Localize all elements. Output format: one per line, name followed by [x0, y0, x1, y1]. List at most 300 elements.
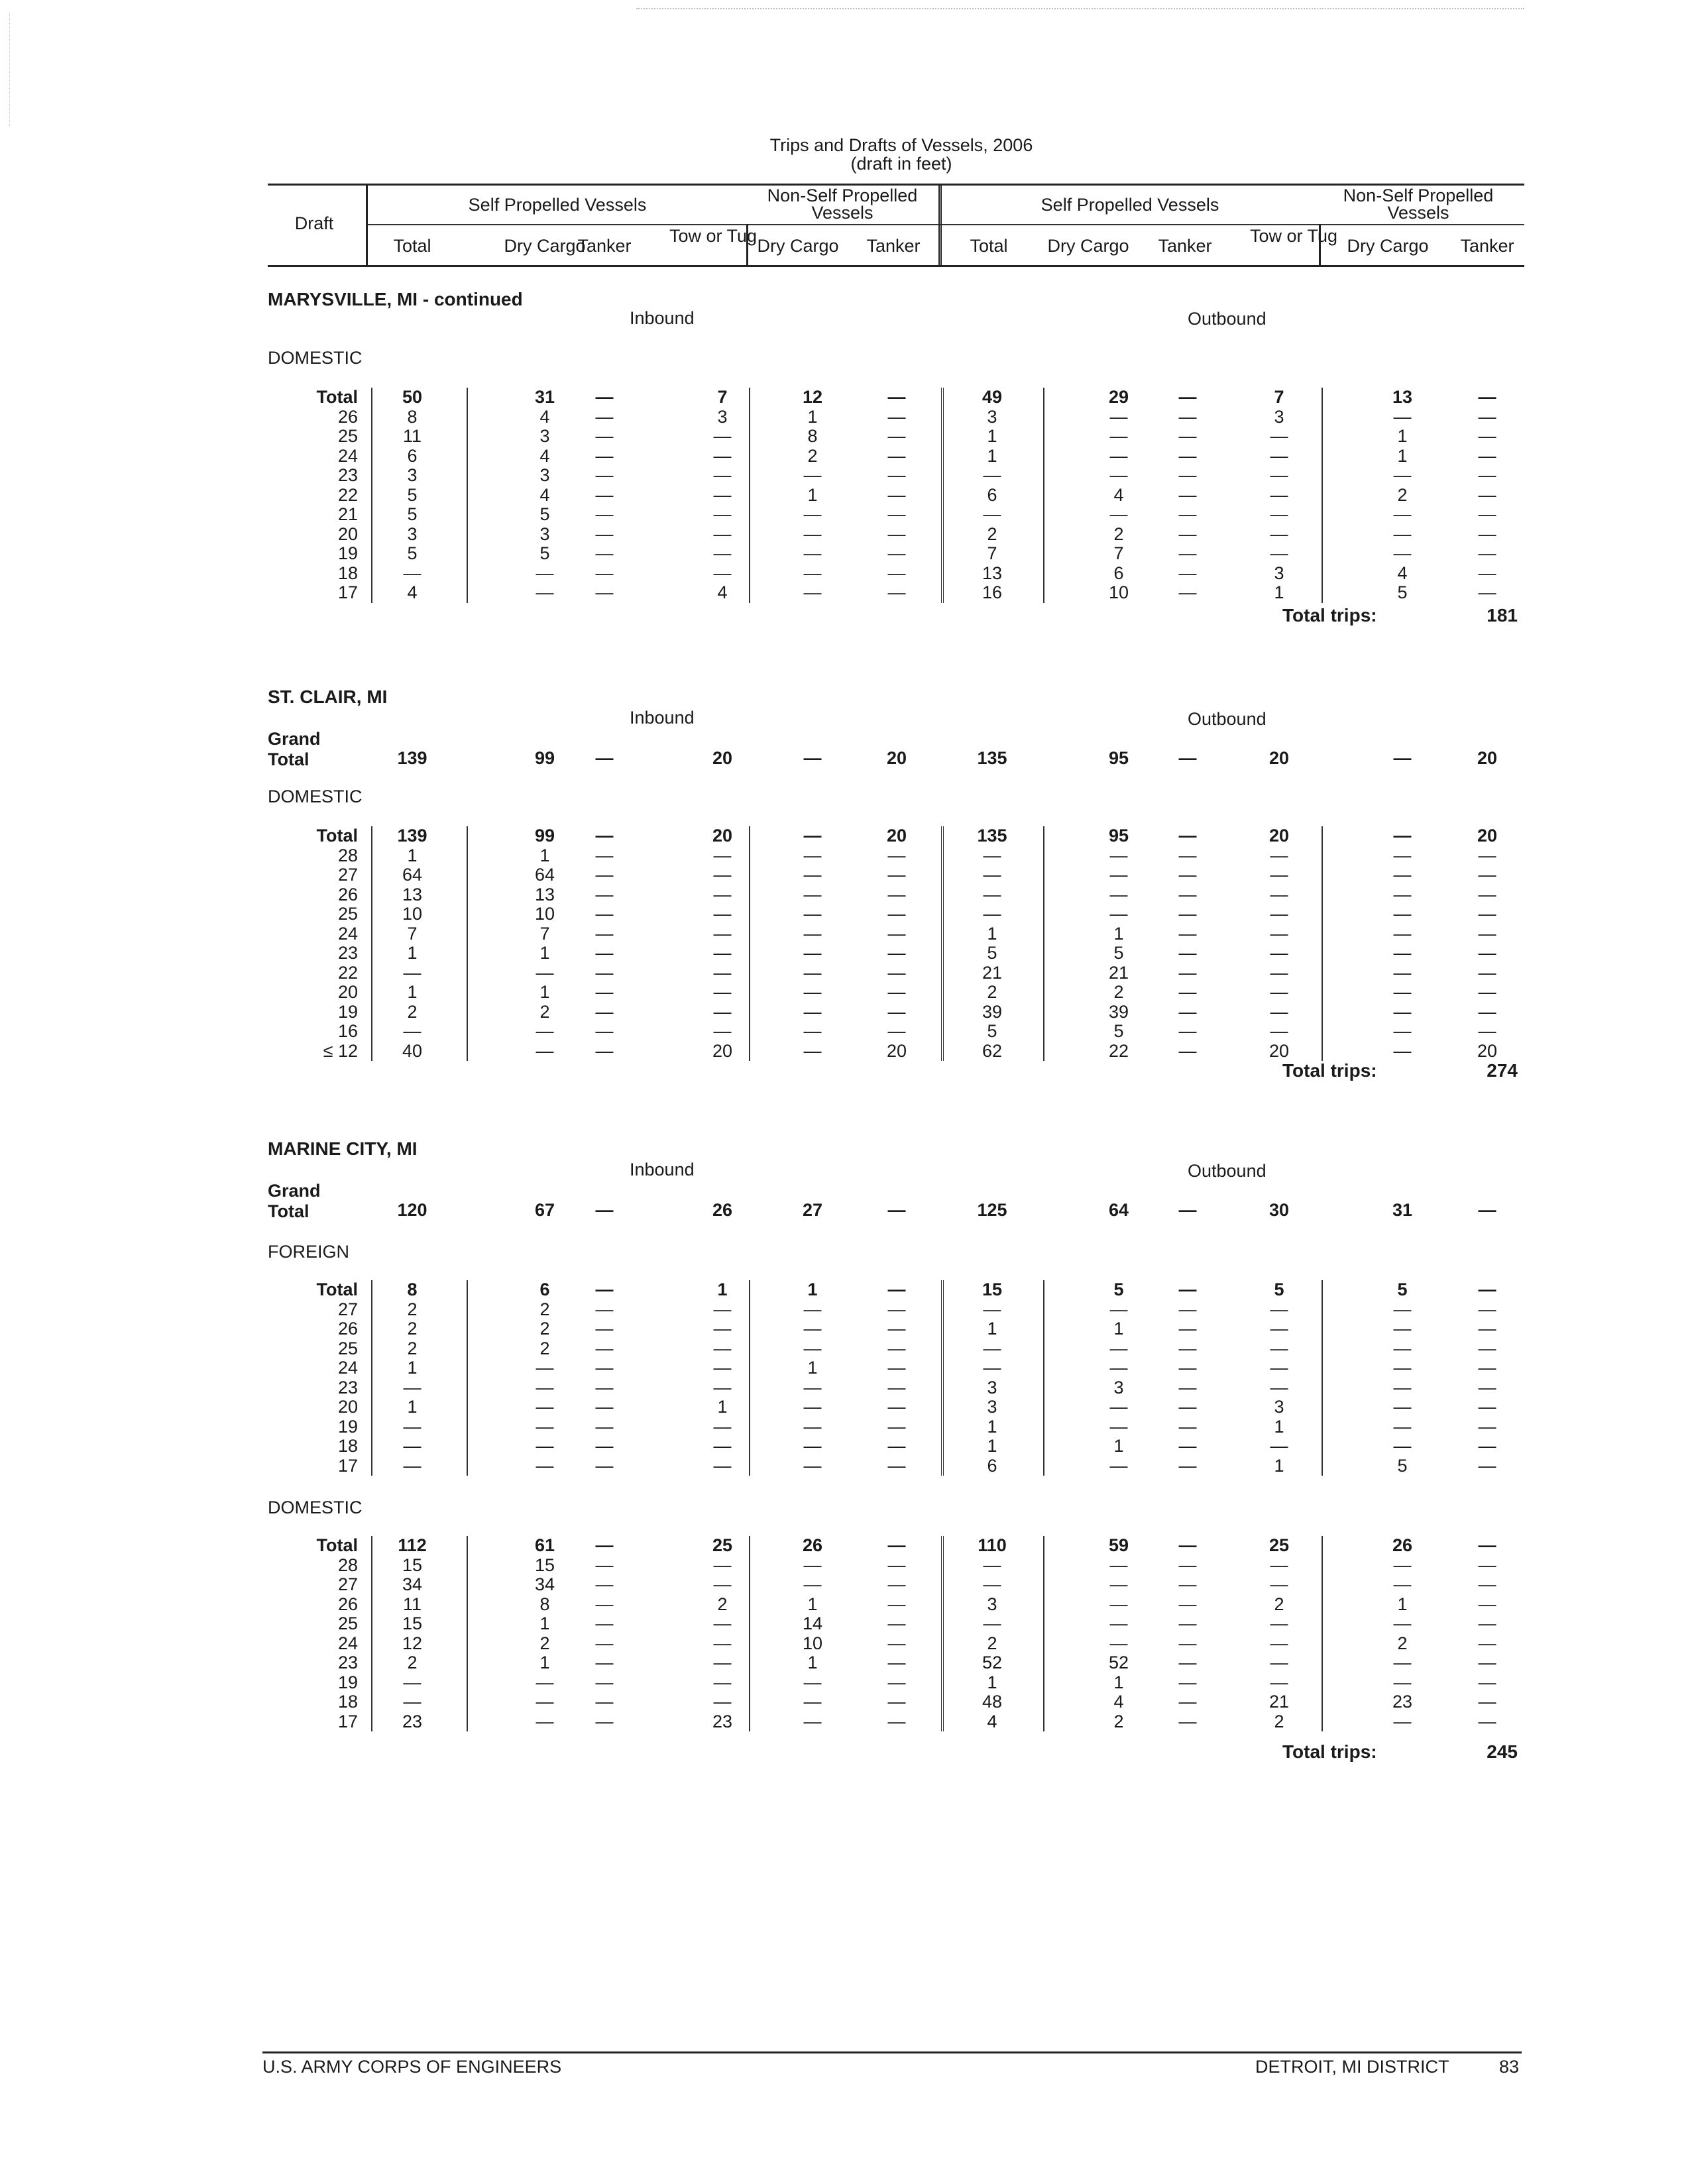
table-cell: 5 [407, 484, 418, 505]
table-cell: 3 [987, 1397, 997, 1417]
table-cell: — [1178, 504, 1197, 524]
grand-total-value: 120 [397, 1200, 427, 1220]
table-cell: — [803, 1319, 822, 1338]
table-cell: 1 [539, 1653, 550, 1672]
table-cell: 1 [539, 982, 550, 1002]
table-cell: — [887, 1416, 906, 1437]
table-cell: — [887, 943, 906, 963]
table-cell: 4 [717, 582, 728, 602]
table-cell: 20 [712, 826, 733, 846]
grand-total-value: 20 [886, 748, 907, 768]
table-cell: — [1270, 962, 1288, 983]
table-cell: 2 [987, 523, 997, 544]
table-cell: — [1393, 1377, 1412, 1397]
table-cell: 1 [407, 982, 418, 1002]
table-cell: 1 [807, 406, 818, 427]
page-subtitle: (draft in feet) [850, 154, 952, 174]
column-rule [941, 1280, 944, 1476]
table-cell: — [1178, 845, 1197, 865]
table-cell: — [1478, 465, 1496, 485]
table-cell: 20 [1268, 826, 1290, 846]
table-cell: 2 [407, 1338, 418, 1358]
table-cell: — [1270, 1358, 1288, 1378]
table-cell: 2 [1397, 484, 1408, 505]
table-cell: 4 [1397, 563, 1408, 583]
table-cell: 3 [987, 1377, 997, 1397]
table-cell: 7 [1113, 543, 1124, 563]
table-cell: — [713, 962, 732, 983]
draft-label: 26 [337, 1594, 358, 1614]
column-rule [1322, 826, 1323, 1061]
table-cell: — [1178, 1455, 1197, 1476]
table-cell: 10 [1108, 582, 1129, 602]
table-cell: — [1478, 504, 1496, 524]
table-cell: — [595, 884, 614, 904]
table-cell: 10 [534, 904, 555, 924]
table-cell: — [887, 1001, 906, 1022]
table-cell: — [887, 406, 906, 427]
grand-total-value: 125 [977, 1200, 1007, 1220]
draft-label: 17 [337, 1711, 358, 1731]
column-rule [941, 1536, 944, 1731]
table-cell: 8 [407, 406, 418, 427]
table-cell: — [1478, 1001, 1496, 1022]
table-cell: 15 [402, 1555, 423, 1575]
table-cell: — [887, 884, 906, 904]
table-cell: — [403, 1021, 422, 1041]
draft-label: 16 [337, 1021, 358, 1041]
table-cell: — [803, 504, 822, 524]
header-col-tow-or-tug: Tow or Tug [669, 226, 758, 246]
table-cell: — [1393, 1001, 1412, 1022]
table-cell: — [1393, 1653, 1412, 1672]
table-cell: — [713, 1436, 732, 1456]
table-cell: — [803, 982, 822, 1002]
grand-total-value: 135 [977, 748, 1007, 768]
table-cell: 6 [539, 1280, 550, 1299]
column-rule [1043, 826, 1044, 1061]
table-cell: — [1393, 982, 1412, 1002]
inbound-label: Inbound [630, 708, 695, 728]
table-cell: 23 [402, 1711, 423, 1731]
draft-label: 28 [337, 1555, 358, 1575]
table-cell: — [713, 1455, 732, 1476]
table-cell: — [595, 543, 614, 563]
table-cell: — [1270, 426, 1288, 446]
table-cell: — [803, 523, 822, 544]
table-cell: — [803, 1672, 822, 1692]
table-cell: — [1478, 1574, 1496, 1594]
grand-total-value: — [887, 1200, 906, 1220]
table-cell: 14 [802, 1613, 823, 1633]
table-cell: — [803, 1040, 822, 1061]
table-cell: — [803, 962, 822, 983]
draft-label: 17 [337, 1455, 358, 1476]
table-cell: 64 [534, 865, 555, 885]
page-number: 83 [1499, 2057, 1520, 2077]
table-cell: — [887, 1672, 906, 1692]
table-cell: — [1478, 1711, 1496, 1731]
table-cell: 7 [1274, 387, 1284, 407]
table-cell: 52 [1108, 1653, 1129, 1672]
table-cell: — [595, 426, 614, 446]
table-cell: — [803, 465, 822, 485]
table-cell: 3 [1113, 1377, 1124, 1397]
row-total-label: Total [316, 387, 358, 407]
table-cell: 5 [1113, 943, 1124, 963]
table-cell: — [1270, 1613, 1288, 1633]
table-cell: — [887, 982, 906, 1002]
table-cell: — [595, 865, 614, 885]
table-cell: 34 [402, 1574, 423, 1594]
table-cell: — [1478, 1455, 1496, 1476]
table-cell: 1 [1397, 1594, 1408, 1614]
table-cell: 21 [982, 962, 1003, 983]
table-cell: — [1478, 962, 1496, 983]
table-cell: 11 [402, 426, 422, 446]
table-cell: — [1178, 1535, 1197, 1555]
table-cell: — [1393, 1613, 1412, 1633]
table-cell: — [713, 845, 732, 865]
table-cell: 99 [534, 826, 555, 846]
draft-label: 18 [337, 1436, 358, 1456]
outbound-label: Outbound [1188, 709, 1266, 729]
table-cell: 1 [987, 445, 997, 466]
table-cell: — [887, 1692, 906, 1712]
table-cell: — [803, 1416, 822, 1437]
table-cell: 12 [402, 1633, 423, 1653]
table-cell: — [887, 523, 906, 544]
table-cell: 1 [1274, 1455, 1284, 1476]
table-cell: — [1478, 1535, 1496, 1555]
column-rule [1322, 388, 1323, 603]
table-cell: 1 [717, 1280, 728, 1299]
table-cell: — [713, 1692, 732, 1712]
table-cell: — [1478, 845, 1496, 865]
table-cell: 1 [539, 845, 550, 865]
table-cell: — [1478, 1613, 1496, 1633]
table-cell: — [595, 1455, 614, 1476]
table-cell: — [1478, 1555, 1496, 1575]
group-label: DOMESTIC [268, 1498, 363, 1517]
table-cell: 13 [534, 884, 555, 904]
table-cell: — [1270, 1338, 1288, 1358]
table-cell: 1 [807, 1358, 818, 1378]
table-cell: — [713, 1574, 732, 1594]
draft-label: 25 [337, 426, 358, 446]
table-cell: — [403, 1672, 422, 1692]
table-cell: — [803, 865, 822, 885]
table-cell: — [1270, 904, 1288, 924]
footer-right: DETROIT, MI DISTRICT [1255, 2057, 1449, 2077]
table-cell: — [1109, 1338, 1128, 1358]
table-cell: — [595, 1377, 614, 1397]
table-cell: — [1478, 1594, 1496, 1614]
table-cell: — [1178, 543, 1197, 563]
grand-total-value: 20 [1268, 748, 1290, 768]
table-cell: — [713, 1633, 732, 1653]
table-cell: 2 [539, 1319, 550, 1338]
table-cell: — [403, 1692, 422, 1712]
table-cell: 8 [539, 1594, 550, 1614]
table-cell: — [595, 1574, 614, 1594]
table-cell: — [1393, 1319, 1412, 1338]
table-cell: — [983, 884, 1001, 904]
table-cell: 3 [1274, 1397, 1284, 1417]
table-cell: — [1393, 884, 1412, 904]
header-col-tow-or-tug: Tow or Tug [1249, 226, 1338, 246]
grand-total-value: 139 [397, 748, 427, 768]
table-cell: 13 [982, 563, 1003, 583]
table-cell: — [887, 543, 906, 563]
table-cell: — [595, 1358, 614, 1378]
table-cell: 4 [539, 406, 550, 427]
table-cell: — [1178, 865, 1197, 885]
table-cell: — [595, 1040, 614, 1061]
table-cell: — [595, 1397, 614, 1417]
grand-total-value: — [595, 748, 614, 768]
table-cell: — [1270, 1672, 1288, 1692]
draft-label: 24 [337, 1633, 358, 1653]
table-cell: — [1478, 1319, 1496, 1338]
table-cell: 20 [886, 1040, 907, 1061]
table-cell: 59 [1108, 1535, 1129, 1555]
table-cell: — [535, 1436, 554, 1456]
grand-total-value: 26 [712, 1200, 733, 1220]
table-cell: — [887, 962, 906, 983]
table-cell: — [1478, 982, 1496, 1002]
table-cell: — [983, 504, 1001, 524]
header-non-self-propelled: Non-Self Propelled Vessels [767, 186, 918, 223]
table-cell: — [803, 1692, 822, 1712]
table-cell: — [1178, 1653, 1197, 1672]
table-cell: — [1109, 845, 1128, 865]
table-cell: — [803, 1001, 822, 1022]
table-cell: — [713, 465, 732, 485]
table-cell: 5 [539, 504, 550, 524]
table-cell: — [1178, 1594, 1197, 1614]
table-cell: — [887, 484, 906, 505]
table-cell: — [1478, 1397, 1496, 1417]
column-rule [1043, 1536, 1044, 1731]
table-cell: 1 [1274, 582, 1284, 602]
table-cell: — [1393, 523, 1412, 544]
table-cell: — [1478, 1653, 1496, 1672]
table-cell: — [713, 1338, 732, 1358]
table-cell: 1 [539, 943, 550, 963]
table-cell: — [1178, 1280, 1197, 1299]
table-cell: — [1478, 1692, 1496, 1712]
table-cell: — [403, 563, 422, 583]
table-cell: — [535, 582, 554, 602]
table-cell: 61 [534, 1535, 555, 1555]
table-cell: — [887, 1358, 906, 1378]
table-cell: 7 [407, 923, 418, 944]
table-cell: 1 [407, 1397, 418, 1417]
table-cell: — [595, 943, 614, 963]
table-cell: — [403, 1436, 422, 1456]
table-cell: 1 [807, 1594, 818, 1614]
footer-rule [262, 2051, 1522, 2053]
table-cell: — [595, 484, 614, 505]
draft-label: 26 [337, 884, 358, 904]
table-cell: 4 [539, 484, 550, 505]
table-cell: — [595, 1711, 614, 1731]
table-cell: — [535, 1397, 554, 1417]
table-cell: — [1478, 1358, 1496, 1378]
table-cell: 26 [802, 1535, 823, 1555]
column-rule [467, 388, 468, 603]
grand-total-value: — [1178, 1200, 1197, 1220]
table-cell: — [1178, 1397, 1197, 1417]
table-cell: — [713, 982, 732, 1002]
table-cell: — [713, 523, 732, 544]
total-trips-value: 245 [1487, 1741, 1518, 1762]
table-cell: 12 [802, 387, 823, 407]
table-cell: 5 [987, 1021, 997, 1041]
table-cell: — [1178, 923, 1197, 944]
table-cell: — [887, 1633, 906, 1653]
table-cell: — [1478, 563, 1496, 583]
column-rule [941, 826, 944, 1061]
table-cell: — [1178, 1001, 1197, 1022]
table-cell: — [887, 1455, 906, 1476]
table-cell: — [713, 504, 732, 524]
table-cell: 112 [398, 1535, 427, 1555]
table-cell: — [1270, 1633, 1288, 1653]
table-cell: 1 [407, 1358, 418, 1378]
draft-label: 24 [337, 1358, 358, 1378]
table-cell: — [1178, 1040, 1197, 1061]
table-cell: — [803, 1338, 822, 1358]
table-cell: — [595, 1692, 614, 1712]
table-cell: — [535, 962, 554, 983]
table-cell: — [803, 845, 822, 865]
table-cell: — [887, 563, 906, 583]
table-cell: — [713, 943, 732, 963]
table-cell: 15 [402, 1613, 423, 1633]
total-trips-label: Total trips: [1282, 605, 1377, 626]
table-cell: 2 [987, 982, 997, 1002]
table-cell: — [1478, 943, 1496, 963]
table-cell: 5 [1113, 1280, 1124, 1299]
table-cell: 1 [1274, 1416, 1284, 1437]
table-cell: — [1393, 1672, 1412, 1692]
table-cell: 13 [1392, 387, 1413, 407]
table-cell: — [713, 1021, 732, 1041]
draft-label: 27 [337, 865, 358, 885]
table-cell: — [1478, 865, 1496, 885]
table-cell: — [595, 504, 614, 524]
table-cell: — [535, 1711, 554, 1731]
table-cell: — [1478, 484, 1496, 505]
table-cell: 3 [1274, 563, 1284, 583]
table-cell: — [1478, 582, 1496, 602]
table-cell: 22 [1108, 1040, 1129, 1061]
grand-total-value: — [803, 748, 822, 768]
column-rule [467, 1280, 468, 1476]
table-cell: — [1178, 1555, 1197, 1575]
table-cell: 20 [1268, 1040, 1290, 1061]
table-cell: — [713, 1377, 732, 1397]
table-cell: — [1109, 884, 1128, 904]
table-cell: — [595, 563, 614, 583]
table-cell: — [1178, 1711, 1197, 1731]
table-cell: — [595, 1436, 614, 1456]
table-cell: — [595, 1299, 614, 1319]
table-cell: 5 [407, 543, 418, 563]
table-cell: — [1393, 904, 1412, 924]
table-cell: — [803, 1455, 822, 1476]
table-cell: — [803, 1574, 822, 1594]
table-cell: — [1478, 1338, 1496, 1358]
row-total-label: Total [316, 826, 358, 846]
grand-total-value: 20 [1477, 748, 1498, 768]
header-col-tanker: Tanker [1460, 236, 1514, 256]
table-cell: — [1109, 1455, 1128, 1476]
table-cell: — [803, 1555, 822, 1575]
table-cell: — [887, 1574, 906, 1594]
table-cell: — [535, 1021, 554, 1041]
table-cell: 3 [407, 465, 418, 485]
draft-label: 18 [337, 1692, 358, 1712]
table-cell: 5 [1274, 1280, 1284, 1299]
column-rule [467, 826, 468, 1061]
table-cell: — [1178, 982, 1197, 1002]
draft-label: 25 [337, 904, 358, 924]
draft-label: 26 [337, 406, 358, 427]
table-cell: 2 [807, 445, 818, 466]
table-cell: — [1393, 943, 1412, 963]
table-cell: — [983, 1299, 1001, 1319]
table-cell: 23 [712, 1711, 733, 1731]
table-cell: 2 [1113, 982, 1124, 1002]
table-cell: — [1478, 904, 1496, 924]
table-cell: — [1178, 884, 1197, 904]
table-cell: — [1478, 1633, 1496, 1653]
table-cell: — [1270, 1299, 1288, 1319]
table-cell: — [1393, 826, 1412, 846]
table-cell: 5 [1113, 1021, 1124, 1041]
total-trips-label: Total trips: [1282, 1741, 1377, 1762]
table-cell: — [887, 582, 906, 602]
table-cell: 39 [1108, 1001, 1129, 1022]
inbound-label: Inbound [630, 308, 695, 328]
table-cell: 1 [807, 1280, 818, 1299]
table-cell: — [1109, 1594, 1128, 1614]
table-cell: — [595, 523, 614, 544]
grand-total-value: 27 [802, 1200, 823, 1220]
table-cell: — [595, 1594, 614, 1614]
table-cell: — [1393, 1040, 1412, 1061]
section-title: MARINE CITY, MI [268, 1138, 418, 1159]
table-cell: — [403, 1455, 422, 1476]
table-cell: 26 [1392, 1535, 1413, 1555]
table-cell: — [1393, 406, 1412, 427]
table-cell: 1 [987, 1436, 997, 1456]
table-cell: — [1109, 406, 1128, 427]
table-cell: 29 [1108, 387, 1129, 407]
table-cell: — [713, 1416, 732, 1437]
header-col-tanker: Tanker [1158, 236, 1212, 256]
table-cell: — [983, 1574, 1001, 1594]
header-col-dry-cargo: Dry Cargo [1347, 236, 1429, 256]
table-cell: — [1178, 826, 1197, 846]
table-cell: — [887, 904, 906, 924]
grand-total-value: — [595, 1200, 614, 1220]
table-cell: 6 [407, 445, 418, 466]
outbound-label: Outbound [1188, 1161, 1266, 1181]
